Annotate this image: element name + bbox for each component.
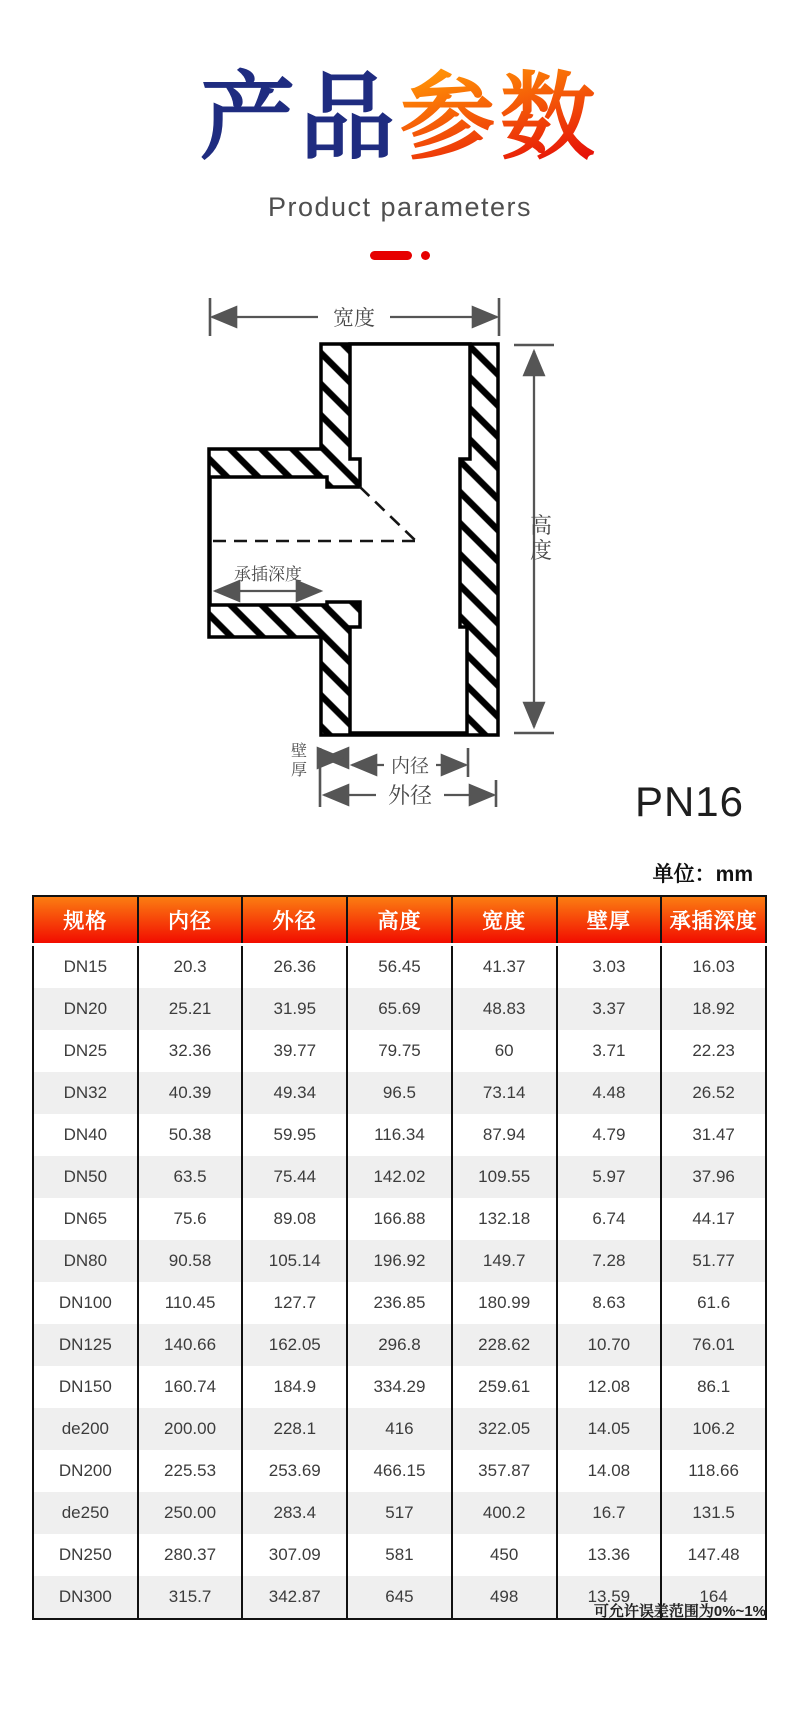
value-cell: 4.79 [557,1114,662,1156]
value-cell: 65.69 [347,988,452,1030]
dim-width [210,298,499,336]
value-cell: 63.5 [138,1156,243,1198]
table-row [33,1072,766,1114]
value-cell: 109.55 [452,1156,557,1198]
value-cell: 8.63 [557,1282,662,1324]
dim-inner-diameter-label: 内径 [390,756,430,777]
value-cell: 75.6 [138,1198,243,1240]
unit-label: 单位：mm [652,863,753,886]
value-cell: 86.1 [661,1366,766,1408]
value-cell: 296.8 [347,1324,452,1366]
value-cell: 132.18 [452,1198,557,1240]
value-cell: 32.36 [138,1030,243,1072]
value-cell: 149.7 [452,1240,557,1282]
column-header: 外径 [242,896,347,945]
value-cell: 416 [347,1408,452,1450]
value-cell: 12.08 [557,1366,662,1408]
table-row [33,1114,766,1156]
value-cell: 283.4 [242,1492,347,1534]
table-row [33,1198,766,1240]
value-cell: 180.99 [452,1282,557,1324]
dim-height [514,345,554,733]
value-cell: 60 [452,1030,557,1072]
table-row [33,1492,766,1534]
spec-cell: de250 [61,1503,109,1522]
spec-cell: DN80 [63,1251,108,1270]
value-cell: 40.39 [138,1072,243,1114]
table-row [33,945,766,989]
value-cell: 225.53 [138,1450,243,1492]
tee-fitting-diagram [150,250,610,808]
value-cell: 200.00 [138,1408,243,1450]
spec-cell: DN100 [58,1293,112,1312]
value-cell: 342.87 [242,1576,347,1619]
spec-cell: DN20 [63,999,108,1018]
dim-height-label: 高度 [529,513,553,563]
value-cell: 41.37 [452,945,557,989]
spec-cell: DN200 [58,1461,112,1480]
value-cell: 59.95 [242,1114,347,1156]
spec-cell: DN15 [63,957,108,976]
value-cell: 131.5 [661,1492,766,1534]
value-cell: 20.3 [138,945,243,989]
value-cell: 166.88 [347,1198,452,1240]
value-cell: 90.58 [138,1240,243,1282]
value-cell: 116.34 [347,1114,452,1156]
value-cell: 31.95 [242,988,347,1030]
value-cell: 517 [347,1492,452,1534]
page-title [0,66,800,171]
spec-cell: DN50 [63,1167,108,1186]
title-primary: 产品 [199,65,400,171]
value-cell: 118.66 [661,1450,766,1492]
value-cell: 147.48 [661,1534,766,1576]
value-cell: 26.52 [661,1072,766,1114]
value-cell: 400.2 [452,1492,557,1534]
value-cell: 25.21 [138,988,243,1030]
value-cell: 228.62 [452,1324,557,1366]
value-cell: 14.05 [557,1408,662,1450]
value-cell: 450 [452,1534,557,1576]
value-cell: 160.74 [138,1366,243,1408]
value-cell: 3.03 [557,945,662,989]
value-cell: 645 [347,1576,452,1619]
value-cell: 49.34 [242,1072,347,1114]
value-cell: 315.7 [138,1576,243,1619]
value-cell: 89.08 [242,1198,347,1240]
value-cell: 140.66 [138,1324,243,1366]
value-cell: 13.36 [557,1534,662,1576]
spec-table-head [33,896,766,945]
column-header: 宽度 [452,896,557,945]
dim-socket-depth-label: 承插深度 [234,565,302,584]
value-cell: 334.29 [347,1366,452,1408]
value-cell: 7.28 [557,1240,662,1282]
value-cell: 87.94 [452,1114,557,1156]
value-cell: 164 [661,1576,766,1619]
spec-cell: DN300 [58,1587,112,1606]
value-cell: 96.5 [347,1072,452,1114]
table-row [33,1534,766,1576]
value-cell: 4.48 [557,1072,662,1114]
value-cell: 280.37 [138,1534,243,1576]
value-cell: 14.08 [557,1450,662,1492]
value-cell: 196.92 [347,1240,452,1282]
value-cell: 466.15 [347,1450,452,1492]
spec-cell: DN250 [58,1545,112,1564]
value-cell: 105.14 [242,1240,347,1282]
spec-cell: DN65 [63,1209,108,1228]
value-cell: 142.02 [347,1156,452,1198]
value-cell: 228.1 [242,1408,347,1450]
value-cell: 76.01 [661,1324,766,1366]
value-cell: 50.38 [138,1114,243,1156]
value-cell: 357.87 [452,1450,557,1492]
dim-wall-thickness-label: 壁厚 [290,743,308,779]
value-cell: 259.61 [452,1366,557,1408]
value-cell: 48.83 [452,988,557,1030]
spec-cell: DN150 [58,1377,112,1396]
table-row [33,1156,766,1198]
dim-inner-diameter [352,748,468,777]
table-row [33,1030,766,1072]
value-cell: 3.71 [557,1030,662,1072]
value-cell: 73.14 [452,1072,557,1114]
value-cell: 253.69 [242,1450,347,1492]
value-cell: 6.74 [557,1198,662,1240]
value-cell: 75.44 [242,1156,347,1198]
spec-cell: DN40 [63,1125,108,1144]
table-row [33,1240,766,1282]
value-cell: 250.00 [138,1492,243,1534]
value-cell: 13.59 [557,1576,662,1619]
spec-cell: de200 [61,1419,109,1438]
value-cell: 51.77 [661,1240,766,1282]
value-cell: 31.47 [661,1114,766,1156]
value-cell: 127.7 [242,1282,347,1324]
value-cell: 3.37 [557,988,662,1030]
title-secondary: 参数 [400,65,601,171]
spec-table [32,895,767,1620]
spec-cell: DN25 [63,1041,108,1060]
value-cell: 61.6 [661,1282,766,1324]
table-row [33,1408,766,1450]
table-row [33,1450,766,1492]
value-cell: 110.45 [138,1282,243,1324]
tolerance-note: 可允许误差范围为0%~1% [593,1603,766,1620]
column-header: 高度 [347,896,452,945]
value-cell: 106.2 [661,1408,766,1450]
table-row [33,1366,766,1408]
pressure-rating: PN16 [634,778,744,825]
value-cell: 307.09 [242,1534,347,1576]
value-cell: 16.03 [661,945,766,989]
column-header: 内径 [138,896,243,945]
value-cell: 26.36 [242,945,347,989]
value-cell: 5.97 [557,1156,662,1198]
dim-outer-diameter-label: 外径 [387,783,433,808]
table-row [33,1324,766,1366]
value-cell: 581 [347,1534,452,1576]
dim-wall-thickness [291,742,346,807]
value-cell: 498 [452,1576,557,1619]
column-header: 壁厚 [557,896,662,945]
value-cell: 56.45 [347,945,452,989]
column-header: 承插深度 [661,896,766,945]
value-cell: 10.70 [557,1324,662,1366]
spec-table-header-row [33,896,766,945]
value-cell: 22.23 [661,1030,766,1072]
value-cell: 37.96 [661,1156,766,1198]
table-row [33,1282,766,1324]
dim-width-label: 宽度 [333,307,375,330]
spec-cell: DN32 [63,1083,108,1102]
dim-outer-diameter [324,780,496,808]
spec-cell: DN125 [58,1335,112,1354]
column-header: 规格 [33,896,138,945]
value-cell: 44.17 [661,1198,766,1240]
value-cell: 322.05 [452,1408,557,1450]
value-cell: 39.77 [242,1030,347,1072]
value-cell: 236.85 [347,1282,452,1324]
table-row [33,988,766,1030]
value-cell: 16.7 [557,1492,662,1534]
value-cell: 184.9 [242,1366,347,1408]
value-cell: 79.75 [347,1030,452,1072]
page-subtitle: Product parameters [267,192,533,222]
value-cell: 162.05 [242,1324,347,1366]
value-cell: 18.92 [661,988,766,1030]
spec-table-body [33,945,766,1620]
